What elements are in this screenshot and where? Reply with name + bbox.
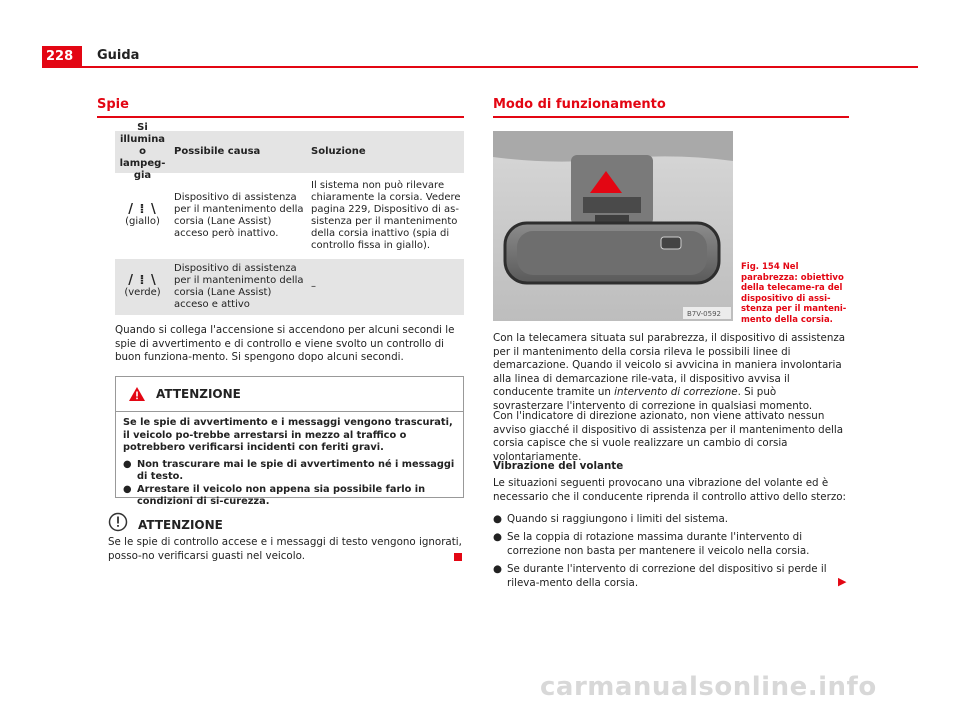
lane-assist-icon: / ⁞ \ bbox=[128, 273, 157, 288]
notice-text: Se le spie di controllo accese e i messaggi di testo vengono ignorati, posso-no verificarsi guasti nel veicolo. bbox=[108, 536, 462, 562]
bullet-icon: ● bbox=[123, 458, 132, 470]
warning-bullet bbox=[123, 484, 456, 509]
warning-title: ATTENZIONE bbox=[156, 387, 241, 401]
list-item-text: Se la coppia di rotazione massima durante l'intervento di correzione non basta per mantenere il veicolo nella corsia. bbox=[507, 531, 810, 557]
page-number: 228 bbox=[42, 46, 82, 68]
lane-assist-icon-cell bbox=[115, 275, 170, 299]
section-rule-right bbox=[493, 116, 849, 118]
lane-assist-icon: / ⁞ \ bbox=[128, 202, 157, 217]
bullet-icon: ● bbox=[493, 513, 502, 525]
solution-cell: Il sistema non può rilevare chiaramente la corsia. Vedere pagina 229, Dispositivo di as-sistenza per il mantenimento della corsia inattivo (spia di controllo fissa in giallo). bbox=[311, 180, 461, 251]
header-rule bbox=[42, 66, 918, 68]
paragraph-text: . Si può sovrasterzare l'intervento di correzione in qualsiasi momento. bbox=[493, 386, 813, 412]
warning-text: Se le spie di avvertimento e i messaggi vengono trascurati, il veicolo po-trebbe arrestarsi in mezzo al traffico o potrebbero verificarsi incidenti con feriti gravi. bbox=[123, 417, 453, 453]
figure-code: B7V-0592 bbox=[687, 310, 721, 318]
warning-body bbox=[116, 412, 463, 509]
section-title-funzionamento: Modo di funzionamento bbox=[493, 97, 666, 112]
header-cell-cause: Possibile causa bbox=[174, 146, 261, 157]
warning-bullet-text: Non trascurare mai le spie di avvertimento né i messaggi di testo. bbox=[137, 458, 455, 482]
cause-cell: Dispositivo di assistenza per il mantenimento della corsia (Lane Assist) acceso e attivo bbox=[174, 263, 304, 310]
light-color: (verde) bbox=[124, 287, 161, 298]
notice-title: ATTENZIONE bbox=[138, 518, 223, 532]
section-title-spie: Spie bbox=[97, 97, 129, 112]
warning-bullet-text: Arrestare il veicolo non appena sia possibile farlo in condizioni di si-curezza. bbox=[137, 483, 426, 507]
exclamation-circle-icon bbox=[108, 512, 128, 532]
list-item bbox=[493, 563, 849, 590]
warning-header bbox=[116, 377, 463, 412]
bullet-icon: ● bbox=[493, 531, 502, 543]
header-cell-solution: Soluzione bbox=[311, 146, 366, 157]
warning-triangle-icon bbox=[128, 386, 146, 402]
table-row bbox=[115, 173, 464, 259]
warning-lights-table bbox=[115, 122, 464, 315]
windshield-camera-illustration bbox=[493, 131, 733, 321]
list-item-text: Quando si raggiungono i limiti del sistema. bbox=[507, 513, 729, 525]
continue-arrow-icon: ▶ bbox=[838, 575, 847, 588]
list-item bbox=[493, 531, 849, 558]
cause-cell: Dispositivo di assistenza per il mantenimento della corsia (Lane Assist) acceso però inattivo. bbox=[174, 192, 304, 239]
light-color: (giallo) bbox=[125, 216, 160, 227]
bullet-icon: ● bbox=[493, 563, 502, 575]
header-cell-lights: Si illumina o lampeg-gia bbox=[119, 122, 166, 181]
figure-caption: Fig. 154 Nel parabrezza: obiettivo della telecame-ra del dispositivo di assi-stenza per il manteni-mento della corsia. bbox=[741, 262, 847, 325]
subheading-vibration: Vibrazione del volante bbox=[493, 460, 624, 472]
lane-assist-icon-cell bbox=[115, 204, 170, 228]
warning-box bbox=[115, 376, 464, 507]
paragraph-text: Con la telecamera situata sul parabrezza, il dispositivo di assistenza per il mantenimento della corsia rileva le possibili linee di demarcazione. Quando il veicolo si avvicina in maniera involontaria alla linea di demarcazione rile-vata, il dispositivo avvisa il conducente tramite un bbox=[493, 332, 846, 398]
chapter-title: Guida bbox=[97, 48, 140, 63]
list-item-text: Se durante l'intervento di correzione del dispositivo si perde il rileva-mento della corsia. bbox=[507, 563, 827, 589]
paragraph-vibration: Le situazioni seguenti provocano una vibrazione del volante ed è necessario che il conducente riprenda il controllo attivo dello sterzo: bbox=[493, 477, 847, 503]
intro-paragraph: Quando si collega l'accensione si accendono per alcuni secondi le spie di avvertimento e di controllo e viene svolto un controllo di buon funziona-mento. Si spengono dopo alcuni secondi. bbox=[115, 324, 455, 363]
section-rule-left bbox=[97, 116, 464, 118]
end-marker-icon bbox=[454, 553, 462, 561]
bullet-icon: ● bbox=[123, 483, 132, 495]
emphasis-text: intervento di correzione bbox=[614, 386, 738, 398]
paragraph-function bbox=[493, 332, 849, 413]
table-header bbox=[115, 122, 464, 181]
figure-image bbox=[493, 131, 733, 321]
solution-cell: – bbox=[311, 281, 316, 292]
watermark: carmanualsonline.info bbox=[540, 672, 877, 702]
table-row bbox=[115, 259, 464, 315]
warning-bullet bbox=[123, 459, 456, 484]
list-item bbox=[493, 513, 849, 527]
paragraph-turn-signal: Con l'indicatore di direzione azionato, non viene attivato nessun avviso giacché il dispositivo di assistenza per il mantenimento della corsia capisce che si vuole realizzare un cambio di corsia volontariamente. bbox=[493, 410, 844, 463]
notice-icon bbox=[108, 512, 128, 536]
